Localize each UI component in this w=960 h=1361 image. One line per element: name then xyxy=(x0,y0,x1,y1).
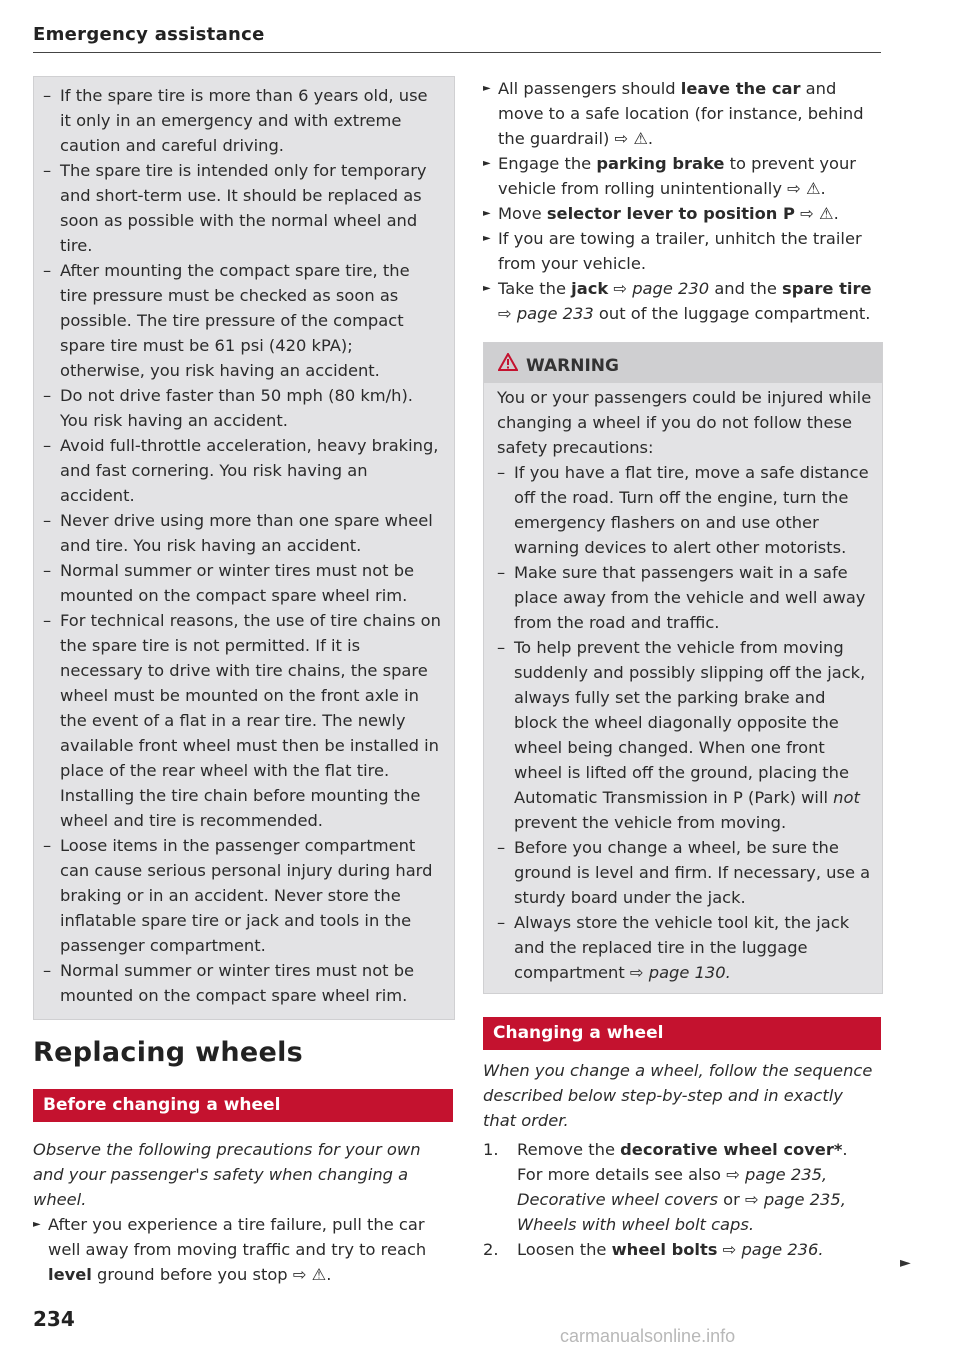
list-item: ► All passengers should leave the car and move to a safe location (for instance, behind the guardrail) ⇨ ⚠. xyxy=(483,76,878,151)
list-item: – Do not drive faster than 50 mph (80 km/h). You risk having an accident. xyxy=(43,383,441,433)
list-item: – After mounting the compact spare tire, the tire pressure must be checked as soon as possible. The tire pressure of the compact spare tire must be 61 psi (420 kPA); otherwise, you risk having an accident. xyxy=(43,258,441,383)
list-item: – To help prevent the vehicle from moving suddenly and possibly slipping off the jack, always fully set the parking brake and block the wheel diagonally opposite the wheel being changed. When one front wheel is lifted off the ground, placing the Automatic Transmission in P (Park) will not prevent the vehicle from moving. xyxy=(497,635,872,835)
list-item: – Always store the vehicle tool kit, the jack and the replaced tire in the luggage compartment ⇨ page 130. xyxy=(497,910,872,985)
watermark: carmanualsonline.info xyxy=(560,1326,736,1346)
before-changing-intro: Observe the following precautions for your own and your passenger's safety when changing a wheel. xyxy=(33,1140,421,1209)
page-number: 234 xyxy=(33,1307,75,1331)
list-item: 1. Remove the decorative wheel cover*. For more details see also ⇨ page 235, Decorative wheel covers or ⇨ page 235, Wheels with wheel bolt caps. xyxy=(483,1140,848,1234)
left-caution-list xyxy=(43,83,441,1008)
list-item: – Normal summer or winter tires must not be mounted on the compact spare wheel rim. xyxy=(43,558,441,608)
list-item: ► Move selector lever to position P ⇨ ⚠. xyxy=(483,201,878,226)
right-steps xyxy=(483,76,878,326)
list-item: – If you have a flat tire, move a safe distance off the road. Turn off the engine, turn the emergency flashers on and use other warning devices to alert other motorists. xyxy=(497,460,872,560)
list-item: ► Take the jack ⇨ page 230 and the spare tire ⇨ page 233 out of the luggage compartment. xyxy=(483,276,878,326)
changing-steps xyxy=(483,1137,878,1262)
changing-intro: When you change a wheel, follow the sequence described below step-by-step and in exactly that order. xyxy=(483,1061,873,1130)
list-item: – Before you change a wheel, be sure the ground is level and firm. If necessary, use a sturdy board under the jack. xyxy=(497,835,872,910)
list-item: ► If you are towing a trailer, unhitch the trailer from your vehicle. xyxy=(483,226,878,276)
changing-heading: Changing a wheel xyxy=(483,1017,881,1050)
header-rule xyxy=(33,52,881,53)
warning-list xyxy=(497,460,872,985)
section-title: Replacing wheels xyxy=(33,1037,304,1068)
header-title: Emergency assistance xyxy=(33,24,265,45)
list-item: – Never drive using more than one spare wheel and tire. You risk having an accident. xyxy=(43,508,441,558)
list-item: – For technical reasons, the use of tire chains on the spare tire is not permitted. If it is necessary to drive with tire chains, the spare wheel must be mounted on the front axle in the event of a flat in a rear tire. The newly available front wheel must then be installed in place of the rear wheel with the flat tire. Installing the tire chain before mounting the wheel and tire is recommended. xyxy=(43,608,441,833)
list-item: ► After you experience a tire failure, pull the car well away from moving traffic and try to reach level ground before you stop ⇨ ⚠. xyxy=(33,1212,448,1287)
before-changing-steps xyxy=(33,1212,448,1287)
warning-label: WARNING xyxy=(526,356,619,376)
warning-header xyxy=(484,343,882,383)
list-item: – Make sure that passengers wait in a safe place away from the vehicle and well away from the road and traffic. xyxy=(497,560,872,635)
warning-intro: You or your passengers could be injured while changing a wheel if you do not follow these safety precautions: xyxy=(497,388,872,457)
list-item: – Avoid full-throttle acceleration, heavy braking, and fast cornering. You risk having an accident. xyxy=(43,433,441,508)
list-item: – The spare tire is intended only for temporary and short-term use. It should be replaced as soon as possible with the normal wheel and tire. xyxy=(43,158,441,258)
warning-title xyxy=(498,353,619,376)
warning-icon xyxy=(498,353,518,376)
list-item: 2. Loosen the wheel bolts ⇨ page 236. xyxy=(483,1240,824,1259)
list-item: – Loose items in the passenger compartment can cause serious personal injury during hard braking or in an accident. Never store the inflatable spare tire or jack and tools in the passenger compartment. xyxy=(43,833,441,958)
list-item: – Normal summer or winter tires must not be mounted on the compact spare wheel rim. xyxy=(43,958,441,1008)
list-item: – If the spare tire is more than 6 years old, use it only in an emergency and with extreme caution and careful driving. xyxy=(43,83,441,158)
next-page-arrow-icon: ► xyxy=(900,1255,911,1271)
list-item: ► Engage the parking brake to prevent your vehicle from rolling unintentionally ⇨ ⚠. xyxy=(483,151,878,201)
before-changing-heading: Before changing a wheel xyxy=(33,1089,453,1122)
